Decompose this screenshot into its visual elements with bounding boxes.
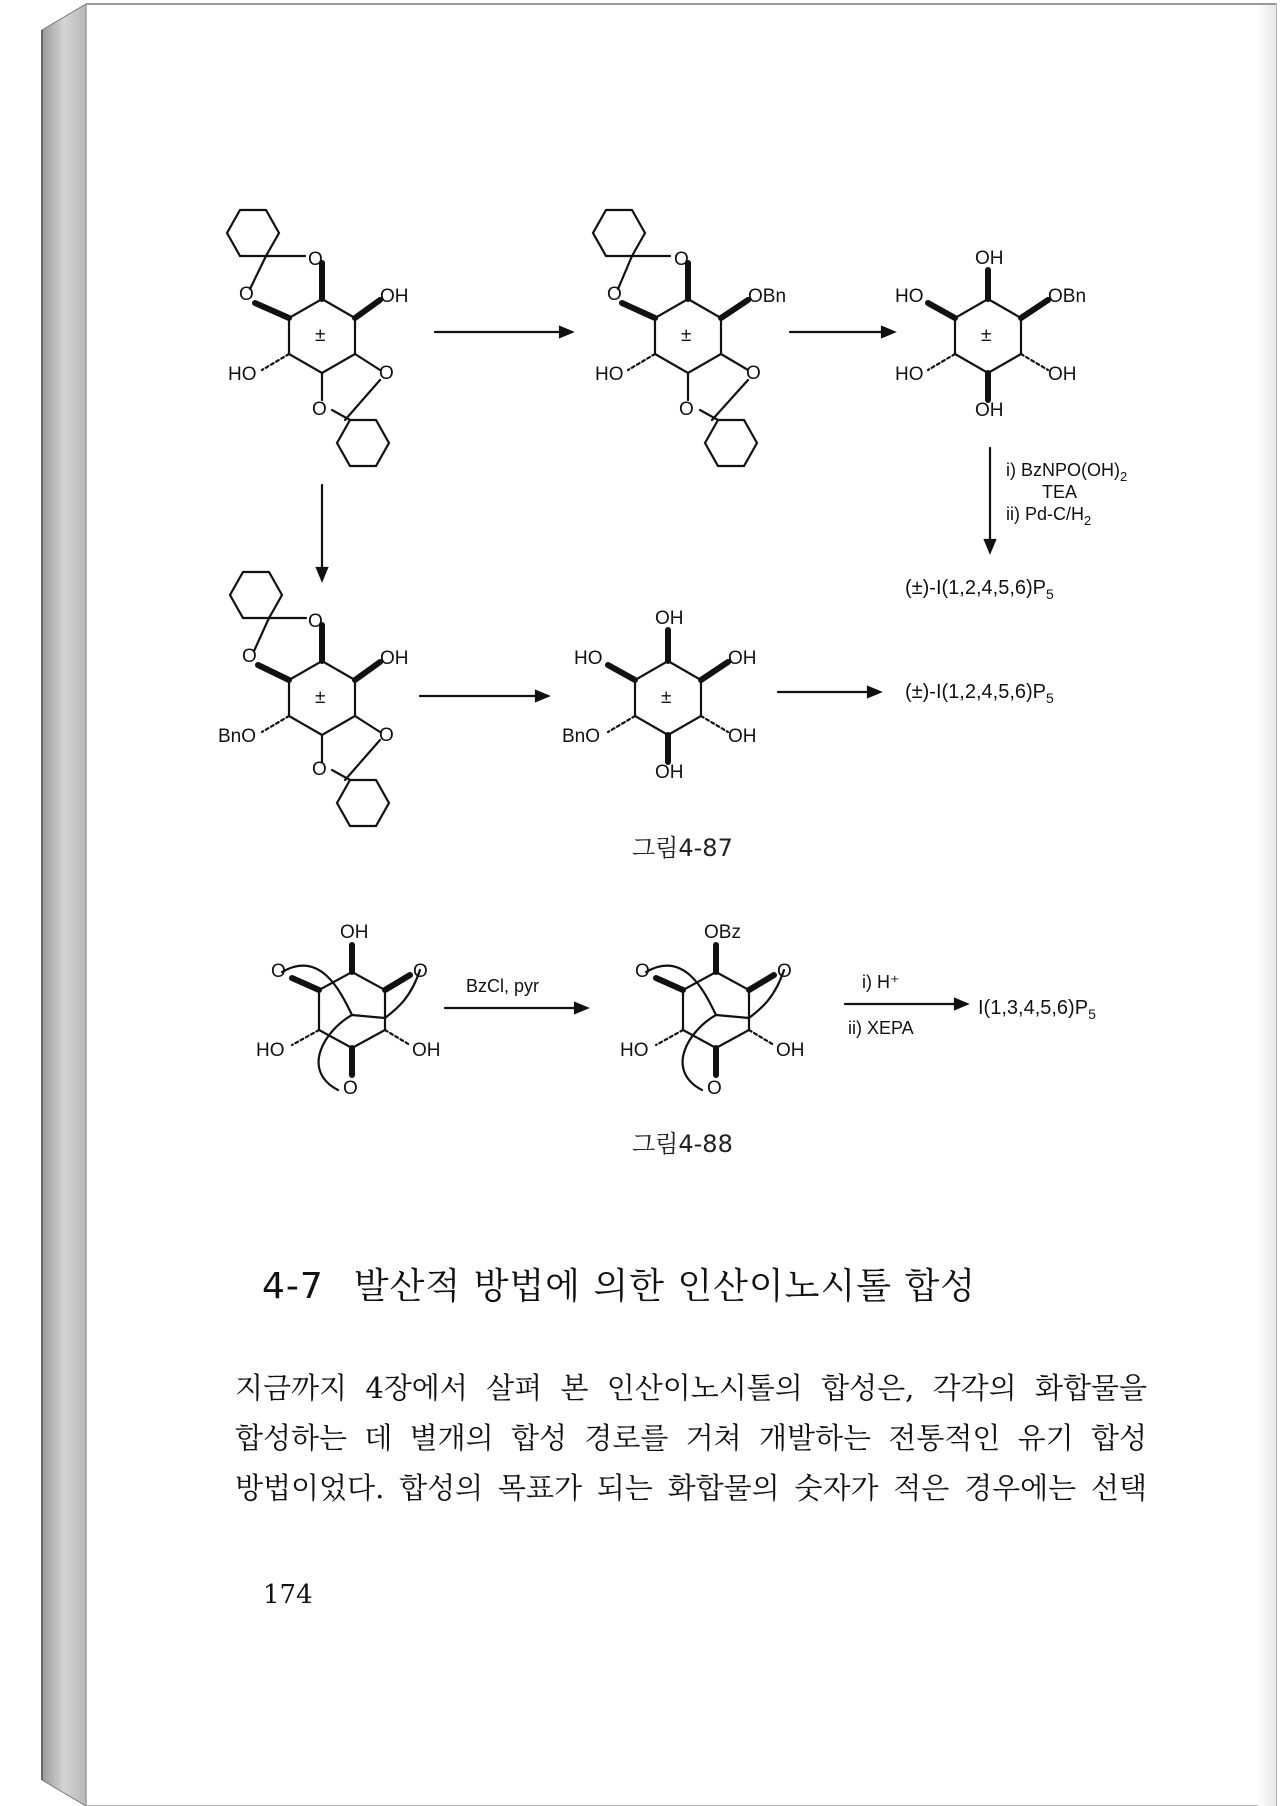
atom-label: O	[413, 961, 428, 982]
atom-label: OH	[340, 922, 369, 943]
atom-label: HO	[574, 648, 603, 669]
page-number: 174	[263, 1580, 313, 1610]
atom-label: ±	[315, 687, 326, 708]
section-heading	[262, 1258, 1006, 1309]
atom-label: O	[707, 1078, 722, 1099]
atom-label: HO	[256, 1040, 285, 1061]
paragraph-line: 지금까지 4장에서 살펴 본 인산이노시톨의 합성은, 각각의 화합물을	[235, 1371, 1147, 1405]
atom-label: O	[271, 961, 286, 982]
atom-label: HO	[228, 364, 257, 385]
reagent-text: ii) XEPA	[848, 1018, 914, 1038]
atom-label: HO	[895, 364, 924, 385]
atom-label: O	[674, 249, 689, 270]
atom-label: OH	[728, 648, 757, 669]
atom-label: OH	[412, 1040, 441, 1061]
reagent-text: i) H⁺	[862, 972, 900, 992]
paragraph-line: 합성하는 데 별개의 합성 경로를 거쳐 개발하는 전통적인 유기 합성	[235, 1421, 1147, 1455]
atom-label: ±	[981, 325, 992, 346]
atom-label: O	[607, 284, 622, 305]
atom-label: OH	[728, 726, 757, 747]
reagent-text: i) $BzNPO(OH)_2$	[1006, 460, 1128, 484]
atom-label: BnO	[562, 726, 601, 747]
molecule-6	[282, 945, 420, 1090]
product-label: $I(1,3,4,5,6)P_5$	[978, 997, 1096, 1022]
atom-label: OH	[380, 648, 409, 669]
atom-label: O	[308, 249, 323, 270]
atom-label: OH	[975, 248, 1004, 269]
atom-label: OH	[655, 762, 684, 783]
atom-label: ±	[681, 325, 692, 346]
atom-label: O	[777, 961, 792, 982]
figure-caption-4-87: 그림4-87	[632, 834, 733, 862]
atom-label: BnO	[218, 726, 257, 747]
atom-label: O	[746, 363, 761, 384]
atom-label: HO	[895, 286, 924, 307]
atom-label: OH	[776, 1040, 805, 1061]
atom-label: HO	[620, 1040, 649, 1061]
figure-caption-4-88: 그림4-88	[632, 1130, 733, 1158]
atom-label: OH	[655, 608, 684, 629]
atom-label: OH	[380, 286, 409, 307]
section-number: 4-7	[262, 1266, 324, 1307]
atom-label: O	[308, 611, 323, 632]
atom-label: OBn	[1048, 286, 1087, 307]
atom-label: O	[242, 646, 257, 667]
atom-label: OH	[975, 400, 1004, 421]
atom-label: O	[679, 399, 694, 420]
reagent-text: ii) $Pd-C/H_2$	[1006, 504, 1092, 528]
atom-label: OBz	[704, 922, 741, 943]
atom-label: O	[343, 1078, 358, 1099]
atom-label: O	[379, 363, 394, 384]
atom-label: O	[379, 725, 394, 746]
atom-label: ±	[661, 687, 672, 708]
atom-label: O	[239, 284, 254, 305]
reagent-text: TEA	[1042, 482, 1078, 502]
atom-label: ±	[315, 325, 326, 346]
paragraph-line: 방법이었다. 합성의 목표가 되는 화합물의 숫자가 적은 경우에는 선택	[235, 1471, 1147, 1505]
atom-label: OH	[1048, 364, 1077, 385]
atom-label: OBn	[748, 286, 787, 307]
atom-label: O	[635, 961, 650, 982]
product-label: $(\pm)-I(1,2,4,5,6)P_5$	[905, 577, 1054, 602]
product-label: $(\pm)-I(1,2,4,5,6)P_5$	[905, 681, 1054, 706]
atom-label: HO	[595, 364, 624, 385]
molecule-7	[646, 945, 784, 1090]
reagent-text: BzCl, pyr	[466, 976, 540, 996]
atom-label: O	[312, 399, 327, 420]
section-title: 발산적 방법에 의한 인산이노시톨 합성	[353, 1266, 977, 1307]
atom-label: O	[312, 759, 327, 780]
